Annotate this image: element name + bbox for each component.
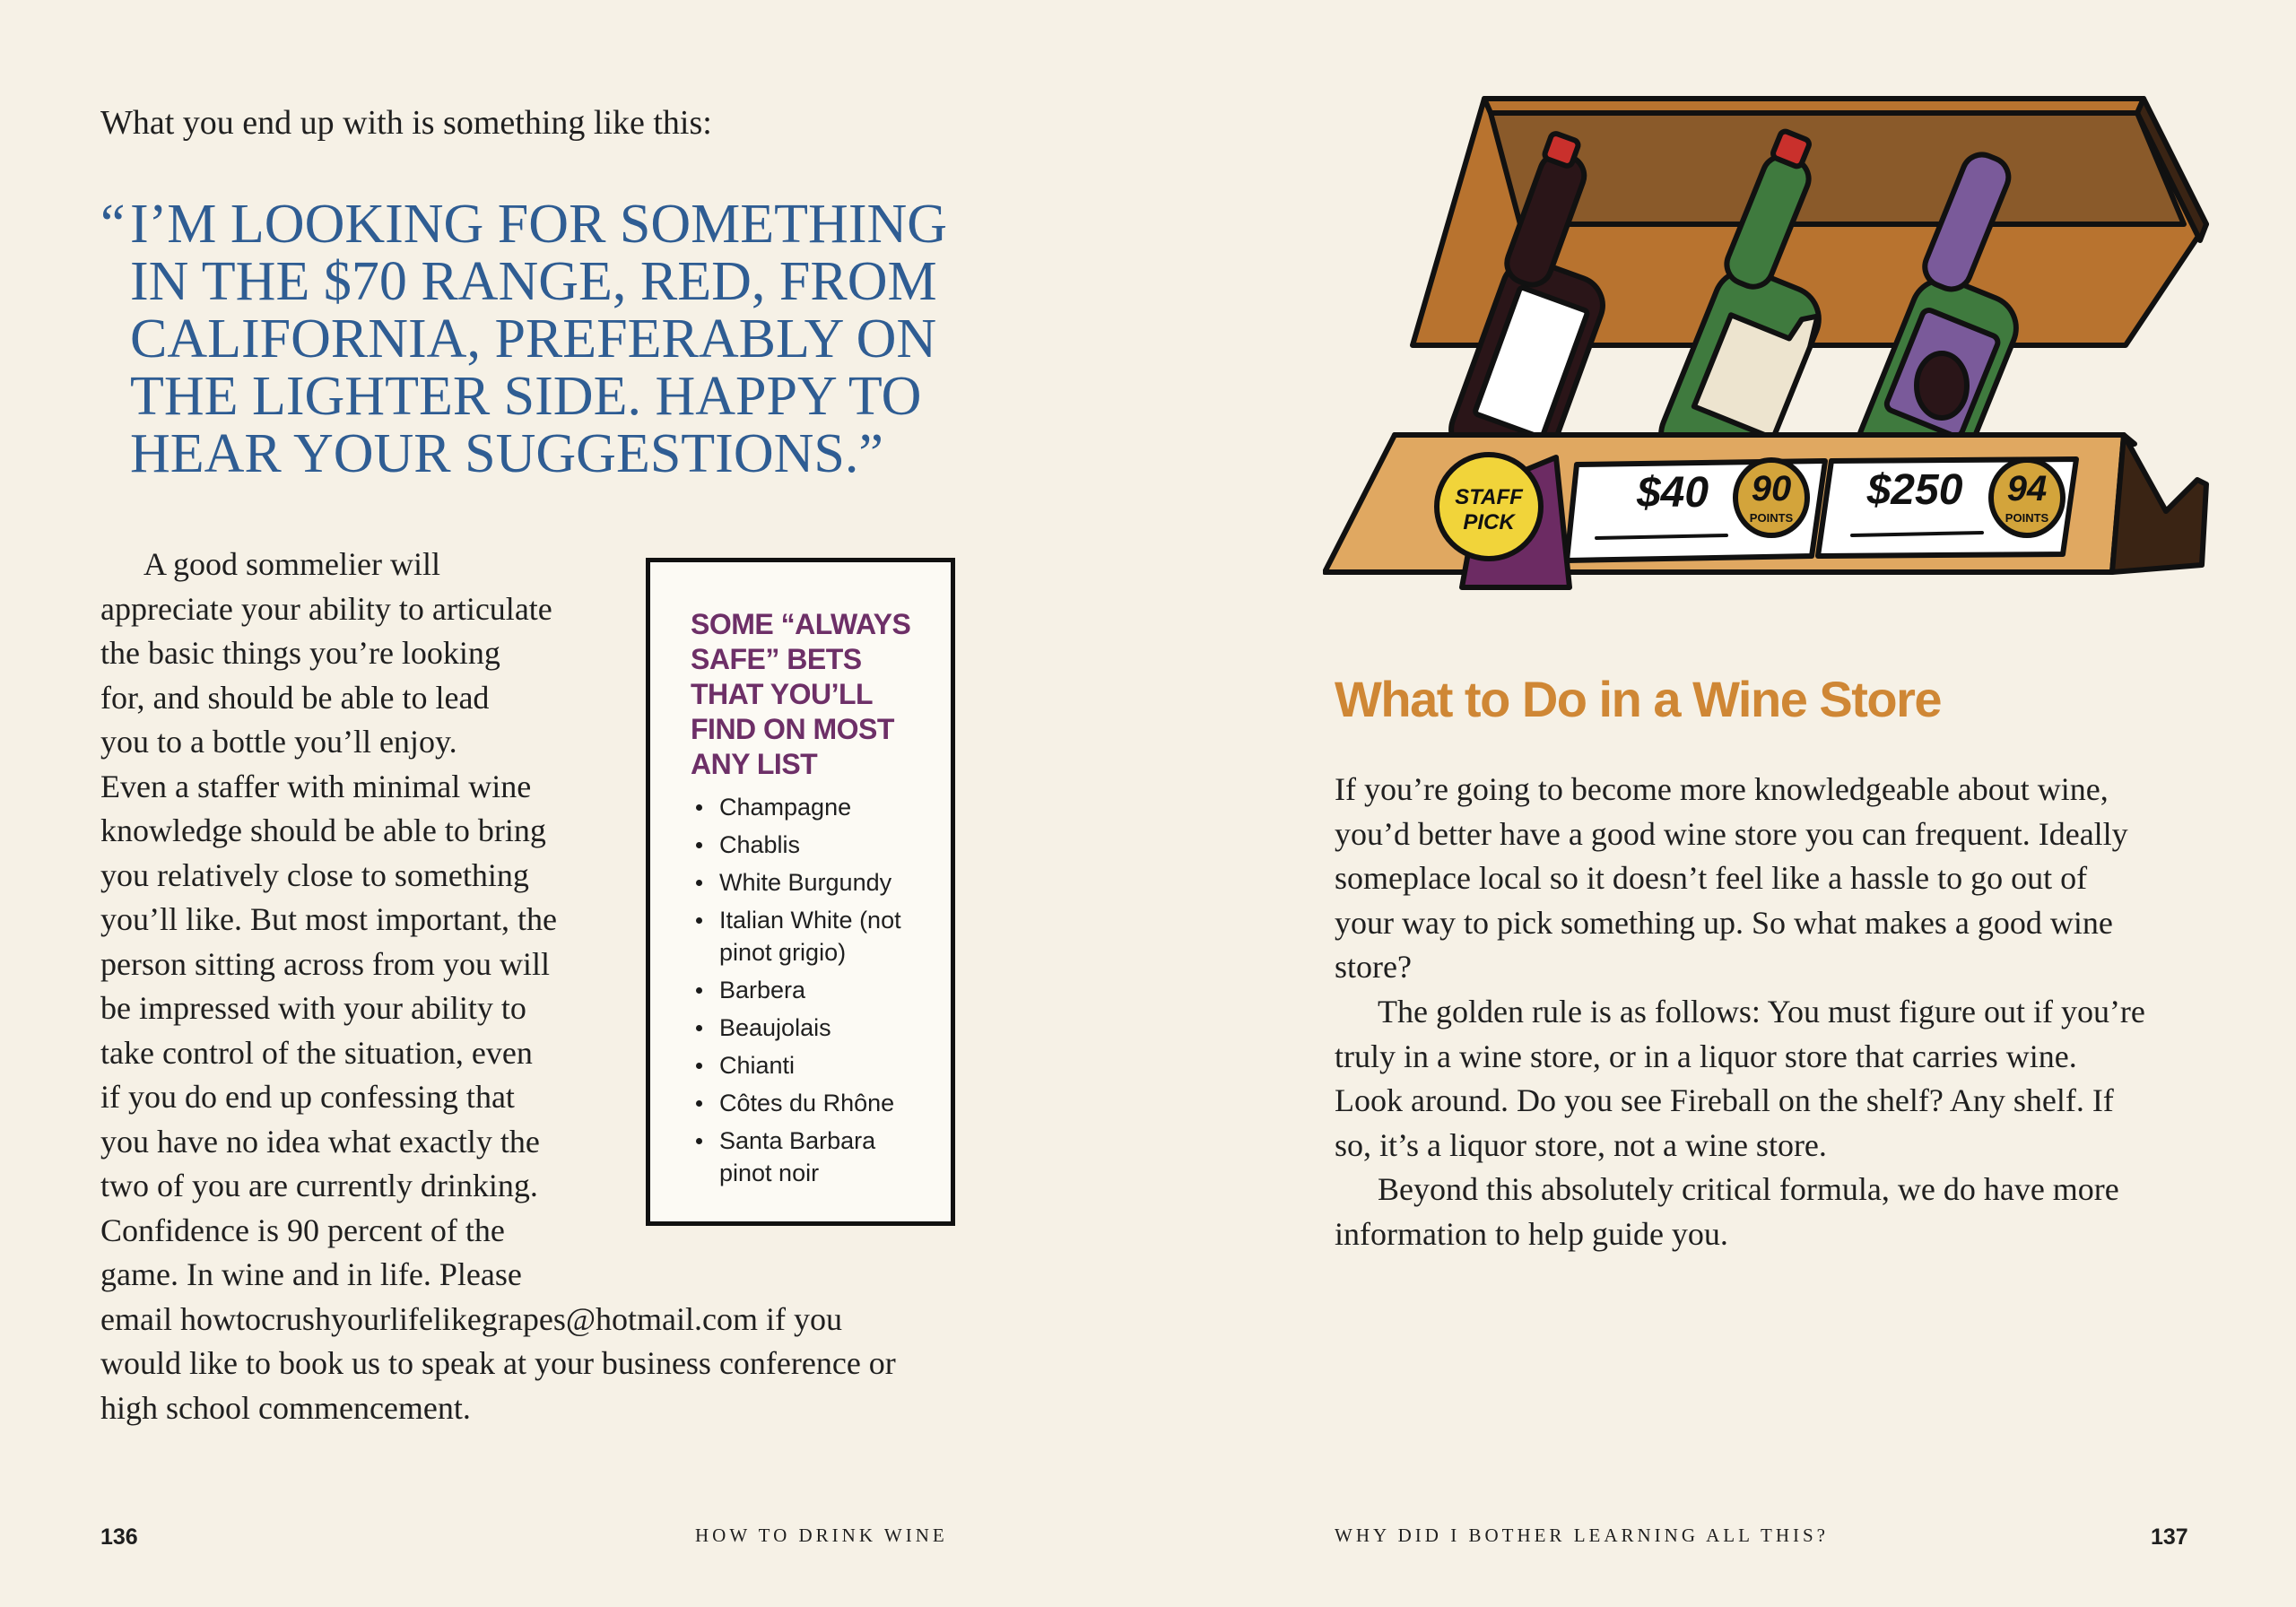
text-line: so, it’s a liquor store, not a wine store. bbox=[1335, 1126, 1827, 1163]
text-line: the basic things you’re looking bbox=[100, 635, 500, 671]
text-line: you’ll like. But most important, the bbox=[100, 901, 557, 937]
text-line: high school commencement. bbox=[100, 1389, 471, 1426]
text-line: you have no idea what exactly the bbox=[100, 1123, 540, 1160]
bottle-purple-label-mark bbox=[1917, 353, 1967, 418]
text-line: knowledge should be able to bring bbox=[100, 812, 546, 848]
points-2-value: 94 bbox=[2006, 469, 2048, 508]
text-line: would like to book us to speak at your business conference or bbox=[100, 1345, 896, 1381]
running-head-left: HOW TO DRINK WINE bbox=[695, 1524, 948, 1546]
list-item: Côtes du Rhône bbox=[691, 1087, 931, 1119]
right-page bbox=[1148, 0, 2296, 1607]
text-line: A good sommelier will bbox=[144, 546, 440, 582]
text-line: The golden rule is as follows: You must figure out if you’re bbox=[1378, 993, 2145, 1029]
text-line: for, and should be able to lead bbox=[100, 679, 490, 716]
page-number-right: 137 bbox=[2151, 1524, 2188, 1550]
text-line: Beyond this absolutely critical formula, we do have more bbox=[1378, 1171, 2119, 1208]
pull-quote-line: THE LIGHTER SIDE. HAPPY TO bbox=[130, 366, 922, 427]
bottle-red-cap bbox=[1544, 132, 1579, 167]
text-line: truly in a wine store, or in a liquor store that carries wine. bbox=[1335, 1038, 2077, 1074]
text-line: Even a staffer with minimal wine bbox=[100, 768, 532, 804]
crate-front-side bbox=[2112, 435, 2206, 572]
points-1-label: POINTS bbox=[1749, 511, 1794, 525]
list-item: Santa Barbara pinot noir bbox=[691, 1125, 931, 1189]
list-item: White Burgundy bbox=[691, 866, 931, 899]
points-2-label: POINTS bbox=[2005, 511, 2049, 525]
text-line: If you’re going to become more knowledgeable about wine, bbox=[1335, 771, 2109, 807]
pull-quote bbox=[100, 195, 961, 482]
list-item: Beaujolais bbox=[691, 1012, 931, 1044]
staff-pick-text-staff: STAFF bbox=[1455, 485, 1523, 509]
text-line: you’d better have a good wine store you can frequent. Ideally bbox=[1335, 815, 2128, 852]
pull-quote-line: HEAR YOUR SUGGESTIONS.” bbox=[130, 423, 883, 484]
text-line: email howtocrushyourlifelikegrapes@hotmail.com if you bbox=[100, 1300, 842, 1337]
page-number-left: 136 bbox=[100, 1524, 138, 1550]
list-item: Italian White (not pinot grigio) bbox=[691, 904, 931, 969]
price-1-text: $40 bbox=[1636, 469, 1709, 517]
text-line: Look around. Do you see Fireball on the shelf? Any shelf. If bbox=[1335, 1082, 2114, 1119]
section-heading: What to Do in a Wine Store bbox=[1335, 671, 1942, 727]
points-1-value: 90 bbox=[1751, 469, 1792, 508]
text-line: game. In wine and in life. Please bbox=[100, 1256, 522, 1292]
text-line: your way to pick something up. So what makes a good wine bbox=[1335, 904, 2113, 941]
text-line: if you do end up confessing that bbox=[100, 1079, 515, 1115]
crate-interior bbox=[1491, 113, 2184, 224]
sidebar-list bbox=[691, 791, 931, 1189]
pull-quote-line: “I’M LOOKING FOR SOMETHING bbox=[100, 194, 948, 255]
price-2-text: $250 bbox=[1866, 466, 1963, 514]
list-item: Barbera bbox=[691, 974, 931, 1006]
text-line: store? bbox=[1335, 949, 1412, 986]
text-line: be impressed with your ability to bbox=[100, 990, 526, 1026]
text-line: you relatively close to something bbox=[100, 856, 529, 893]
text-line: appreciate your ability to articulate bbox=[100, 590, 552, 627]
list-item: Chablis bbox=[691, 829, 931, 861]
wine-crate-illustration bbox=[1323, 90, 2220, 610]
pull-quote-line: IN THE $70 RANGE, RED, FROM bbox=[130, 251, 937, 312]
pull-quote-open-mark: “ bbox=[100, 194, 126, 255]
sidebar-title: SOME “ALWAYS SAFE” BETS THAT YOU’LL FIND ON MOST ANY LIST bbox=[691, 608, 911, 780]
intro-sentence: What you end up with is something like this: bbox=[100, 104, 712, 142]
text-line: you to a bottle you’ll enjoy. bbox=[100, 724, 457, 760]
pull-quote-line: CALIFORNIA, PREFERABLY ON bbox=[130, 308, 937, 369]
text-line: two of you are currently drinking. bbox=[100, 1168, 538, 1203]
staff-pick-text-pick: PICK bbox=[1463, 510, 1515, 534]
text-line: person sitting across from you will bbox=[100, 945, 550, 982]
text-line: take control of the situation, even bbox=[100, 1034, 533, 1071]
text-line: Confidence is 90 percent of the bbox=[100, 1212, 505, 1248]
text-line: information to help guide you. bbox=[1335, 1215, 1728, 1252]
running-head-right: WHY DID I BOTHER LEARNING ALL THIS? bbox=[1335, 1524, 1829, 1546]
always-safe-bets-sidebar bbox=[646, 558, 955, 1226]
body-text-right bbox=[1335, 768, 2231, 1257]
list-item: Champagne bbox=[691, 791, 931, 823]
list-item: Chianti bbox=[691, 1049, 931, 1081]
text-line: someplace local so it doesn’t feel like a hassle to go out of bbox=[1335, 860, 2088, 897]
